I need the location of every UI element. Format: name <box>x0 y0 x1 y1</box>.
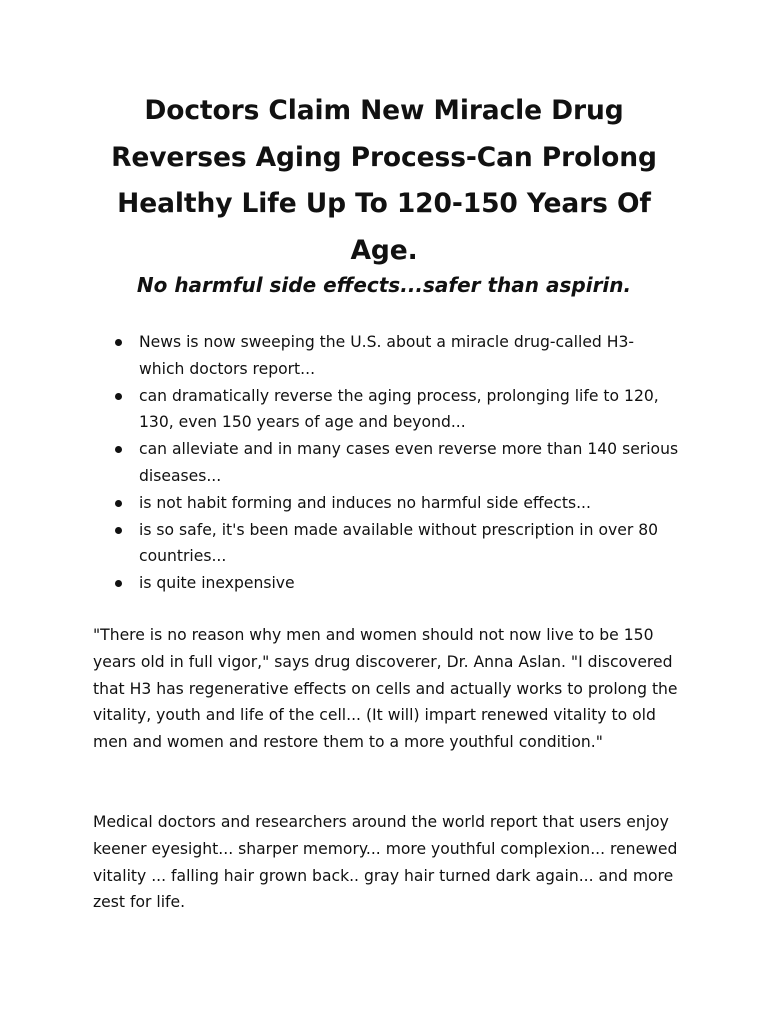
bullet-item <box>139 383 679 437</box>
bullet-text: is quite inexpensive <box>139 574 295 593</box>
quote-paragraph: "There is no reason why men and women should not now live to be 150 years old in full vigor," says drug discoverer, Dr. Anna Aslan. "I discovered that H3 has regenerative effects on cells and actually works to prolong the vitality, youth and life of the cell... (It will) impart renewed vitality to old men and women and restore them to a more youthful condition." <box>93 626 678 752</box>
bullet-text: can dramatically reverse the aging process, prolonging life to 120, 130, even 150 years of age and beyond... <box>139 386 659 432</box>
subheadline: No harmful side effects...safer than aspirin. <box>136 273 632 297</box>
bullet-text: News is now sweeping the U.S. about a miracle drug-called H3-which doctors report... <box>139 333 635 378</box>
bullet-item <box>139 570 679 597</box>
bullet-icon <box>115 580 122 587</box>
bullet-icon <box>115 527 122 534</box>
bullet-icon <box>115 393 122 400</box>
body-paragraph: Medical doctors and researchers around the world report that users enjoy keener eyesight... sharper memory... more youthful complexion... renewed vitality ... falling hair grown back.. gray hair turned dark again... and more zest for life. <box>93 813 678 912</box>
bullet-icon <box>115 339 122 346</box>
bullet-icon <box>115 446 122 453</box>
bullet-item <box>139 329 679 383</box>
bullet-item <box>139 517 679 571</box>
bullet-text: can alleviate and in many cases even reverse more than 140 serious diseases... <box>139 440 679 485</box>
bullet-text: is so safe, it's been made available without prescription in over 80 countries... <box>139 520 659 566</box>
bullet-text: is not habit forming and induces no harmful side effects... <box>139 493 591 512</box>
bullet-item <box>139 436 679 490</box>
bullet-list <box>139 329 679 597</box>
bullet-item <box>139 490 679 517</box>
headline: Doctors Claim New Miracle Drug Reverses Aging Process-Can Prolong Healthy Life Up To 120-150 Years Of Age. <box>111 95 657 266</box>
bullet-icon <box>115 500 122 507</box>
